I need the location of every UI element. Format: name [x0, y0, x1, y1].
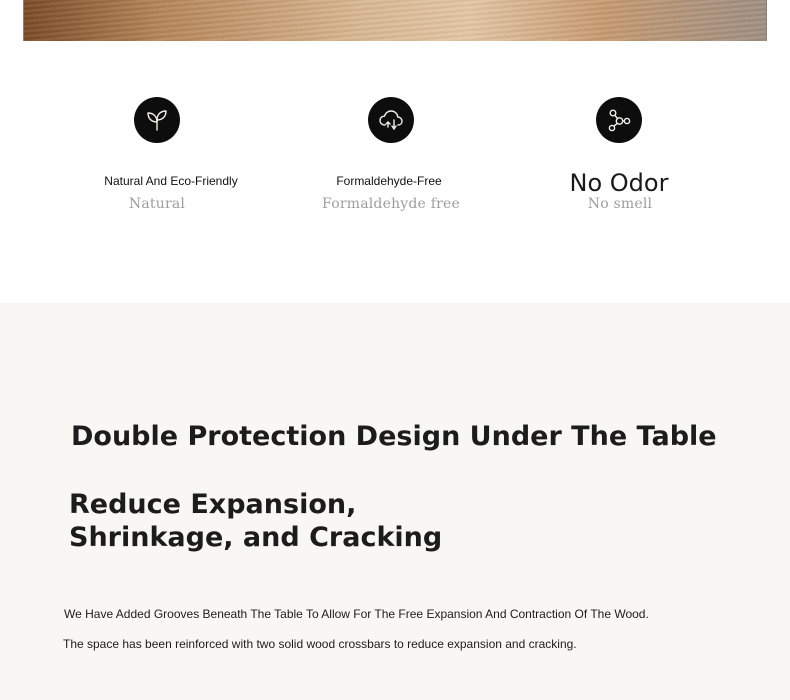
cloud-recycle-icon [368, 97, 414, 143]
feature-subtitle: Formaldehyde free [322, 196, 460, 212]
feature-subtitle: No smell [587, 196, 653, 212]
feature-title: Formaldehyde-Free [336, 174, 442, 188]
feature-title: No Odor [569, 169, 669, 197]
feature-subtitle: Natural [128, 196, 186, 212]
description-paragraph: The space has been reinforced with two solid wood crossbars to reduce expansion and cracking. [63, 637, 577, 651]
feature-title: Natural And Eco-Friendly [104, 174, 238, 188]
feature-row [0, 41, 790, 303]
leaf-icon [134, 97, 180, 143]
wood-texture-image [23, 0, 767, 42]
molecule-icon [596, 97, 642, 143]
section-heading: Double Protection Design Under The Table [71, 421, 717, 452]
protection-design-section [0, 303, 790, 700]
section-subheading [69, 488, 442, 554]
description-paragraph: We Have Added Grooves Beneath The Table To Allow For The Free Expansion And Contraction Of The Wood. [64, 607, 649, 621]
subheading-line: Reduce Expansion, [69, 489, 357, 520]
subheading-line: Shrinkage, and Cracking [69, 522, 443, 553]
